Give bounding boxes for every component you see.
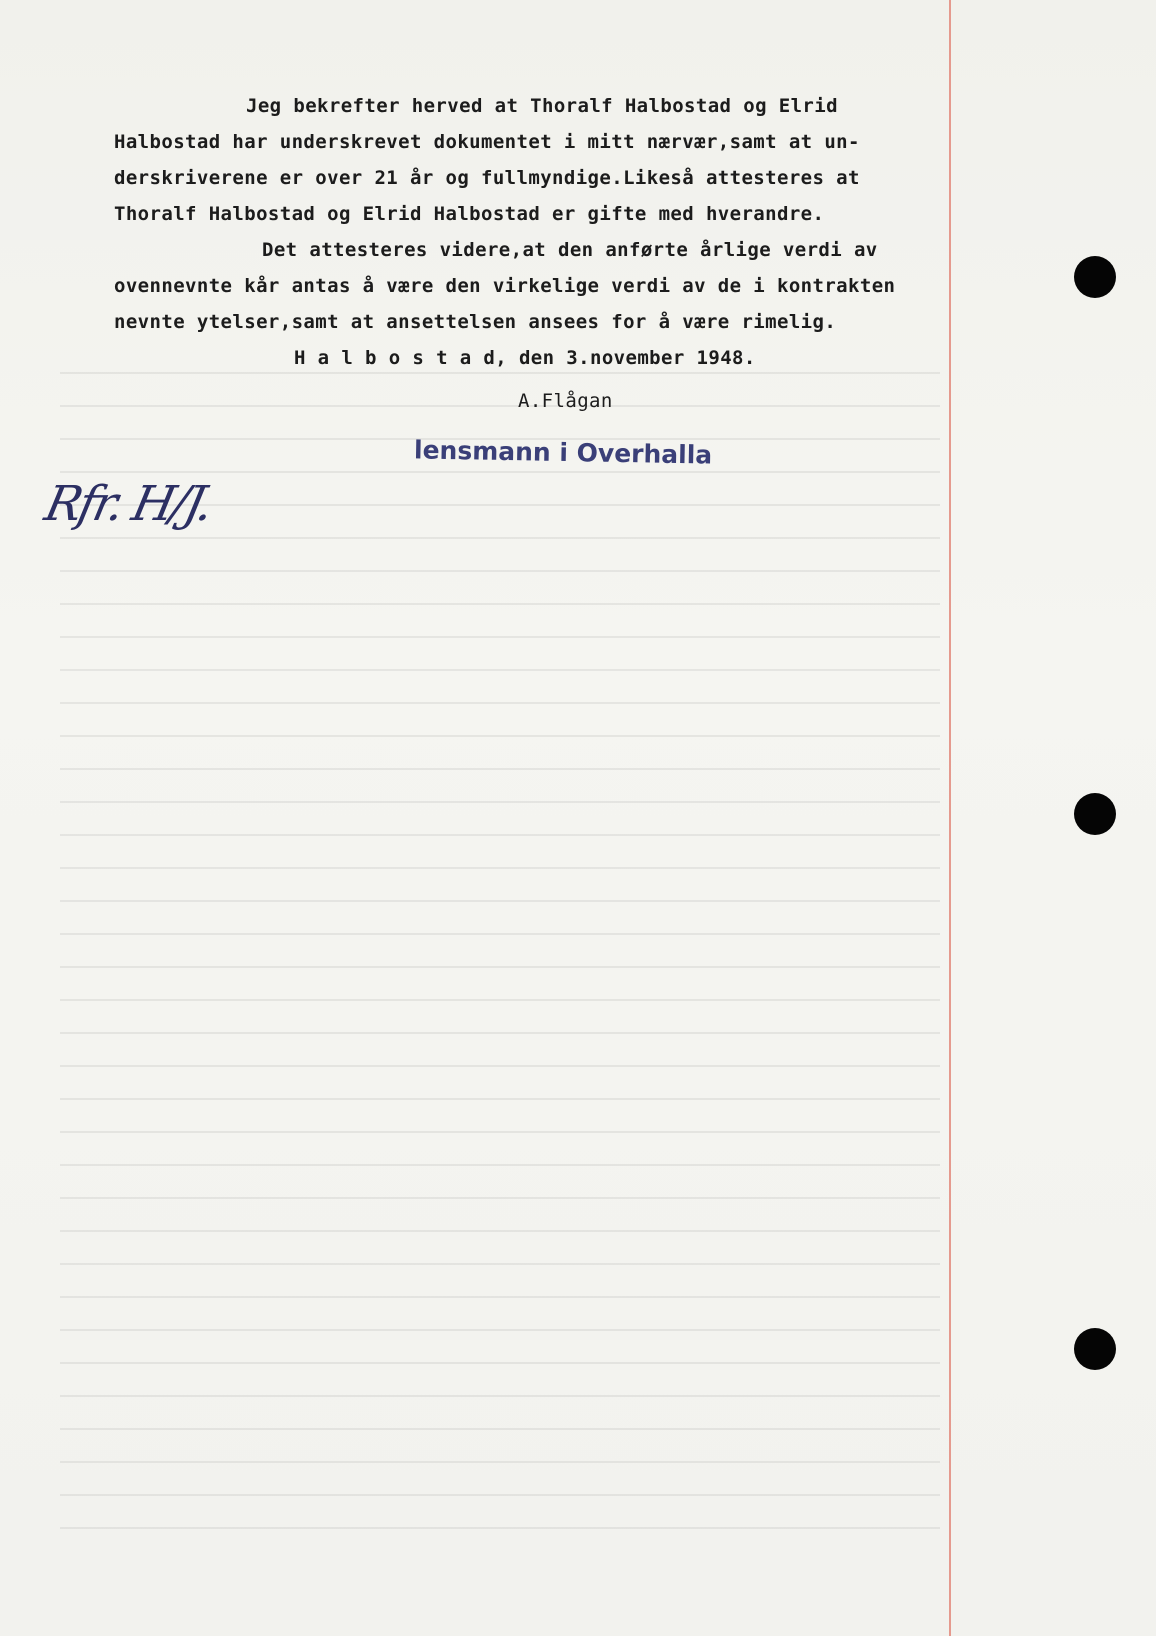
margin-line: [949, 0, 951, 1636]
text-line-5: Det attesteres videre,at den anførte årlige verdi av: [262, 239, 878, 261]
text-line-1: Jeg bekrefter herved at Thoralf Halbostad og Elrid: [246, 95, 838, 117]
handwritten-initials: Rfr. H/J.: [40, 476, 216, 532]
text-line-3: derskriverene er over 21 år og fullmyndige.Likeså attesteres at: [114, 167, 860, 189]
punch-hole-middle: [1074, 793, 1116, 835]
signature-name: A.Flågan: [518, 390, 613, 412]
text-line-4: Thoralf Halbostad og Elrid Halbostad er gifte med hverandre.: [114, 203, 825, 225]
punch-hole-top: [1074, 256, 1116, 298]
place-date-line: H a l b o s t a d, den 3.november 1948.: [294, 347, 756, 369]
text-line-2: Halbostad har underskrevet dokumentet i mitt nærvær,samt at un-: [114, 131, 860, 153]
text-line-7: nevnte ytelser,samt at ansettelsen ansees for å være rimelig.: [114, 311, 837, 333]
official-stamp: lensmann i Overhalla: [413, 435, 713, 470]
punch-hole-bottom: [1074, 1328, 1116, 1370]
text-line-6: ovennevnte kår antas å være den virkelige verdi av de i kontrakten: [114, 275, 896, 297]
